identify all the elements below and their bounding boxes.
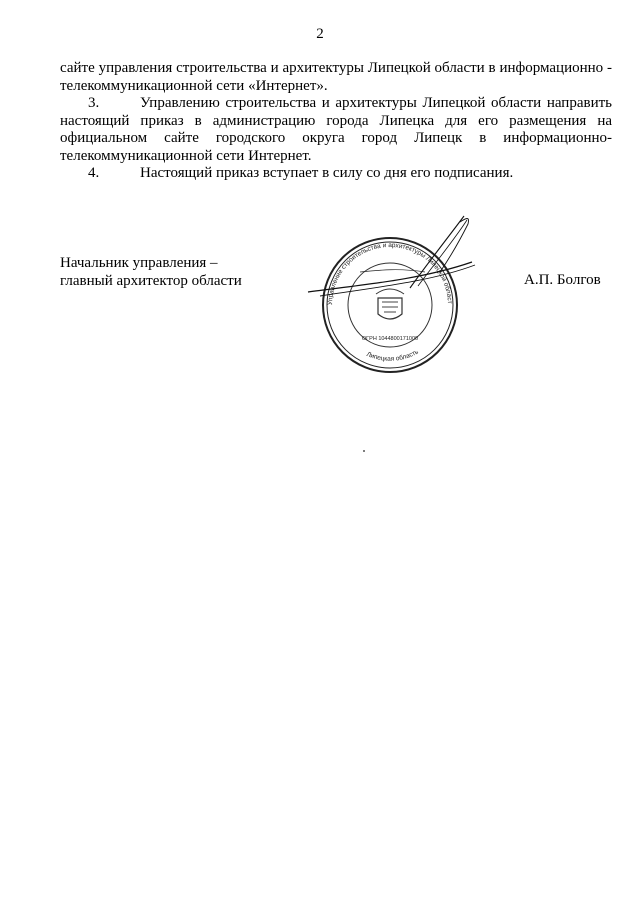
body-text [60, 60, 612, 183]
signatory-title [60, 254, 242, 290]
paragraph-text: Управлению строительства и архитектуры Липецкой области направить настоящий приказ в администрацию города Липецка для его размещения на официальном сайте городского округа город Липецк в информационно-телекоммуникационной сети Интернет. [60, 95, 612, 164]
stamp-bottom-textpath: Липецкая область [365, 348, 420, 363]
paragraph-4 [60, 165, 612, 183]
stamp-bottom-text [365, 348, 420, 363]
paragraph-number: 4. [88, 165, 100, 181]
official-stamp [300, 210, 480, 390]
paragraph-number: 3. [88, 95, 100, 111]
paragraph-3 [60, 95, 612, 165]
scan-speck [363, 450, 365, 452]
paragraph-text: сайте управления строительства и архитектуры Липецкой области в информационно - телекоммуникационной сети «Интернет». [60, 60, 612, 94]
coat-of-arms-icon [376, 289, 404, 319]
signatory-title-line1: Начальник управления – [60, 255, 218, 271]
page-number: 2 [316, 26, 324, 42]
stamp-inner-text: ОГРН 1044800171000 [361, 336, 419, 342]
stamp-outer-textpath: Управление строительства и архитектуры Липецкой област [326, 241, 453, 306]
signatory-title-line2: главный архитектор области [60, 273, 242, 289]
paragraph-text: Настоящий приказ вступает в силу со дня его подписания. [140, 165, 514, 181]
signatory-name: А.П. Болгов [524, 272, 601, 288]
paragraph-continuation [60, 60, 612, 95]
